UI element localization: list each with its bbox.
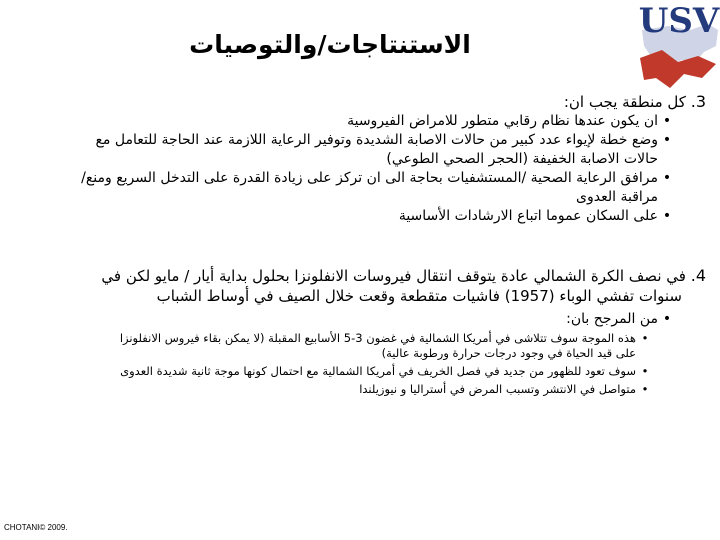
section-3-heading: كل منطقة يجب ان: bbox=[563, 93, 686, 111]
section-3-bullet: •مرافق الرعاية الصحية /المستشفيات بحاجة الى ان تركز على زيادة القدرة على التدخل السريع ومنع/ bbox=[6, 169, 676, 188]
footer-copyright: CHOTANI© 2009. bbox=[4, 523, 68, 532]
section-4-sub-bullet: •سوف تعود للظهور من جديد في فصل الخريف في أمريكا الشمالية مع احتمال كونها موجة ثانية شديدة العدوى bbox=[6, 364, 654, 379]
section-4-sub-bullet: •متواصل في الانتشر وتسبب المرض في أستراليا و نيوزيلندا bbox=[6, 382, 654, 397]
university-logo bbox=[638, 0, 720, 100]
section-3-number: 3. bbox=[690, 92, 706, 111]
section-3 bbox=[6, 92, 706, 226]
section-3-bullets bbox=[6, 112, 706, 226]
section-3-bullet-continuation: مراقبة العدوى bbox=[576, 189, 658, 205]
slide-title: الاستنتاجات/والتوصيات bbox=[189, 30, 471, 59]
section-3-heading-line bbox=[6, 92, 706, 112]
bullet-dot-icon: • bbox=[641, 331, 649, 345]
section-3-bullet-continuation: حالات الاصابة الخفيفة (الحجر الصحي الطوعي) bbox=[386, 151, 658, 167]
bullet-dot-icon: • bbox=[662, 208, 672, 224]
section-4 bbox=[6, 266, 706, 397]
bullet-dot-icon: • bbox=[662, 170, 672, 186]
section-4-sub-bullets bbox=[6, 331, 676, 397]
bullet-dot-icon: • bbox=[662, 132, 672, 148]
section-3-bullet: •ان يكون عندها نظام رقابي متطور للامراض الفيروسية bbox=[6, 112, 676, 131]
bullet-dot-icon: • bbox=[641, 382, 649, 396]
bullet-dot-icon: • bbox=[662, 113, 672, 129]
bullet-dot-icon: • bbox=[641, 364, 649, 378]
section-4-list bbox=[6, 310, 706, 397]
section-4-number: 4. bbox=[690, 266, 706, 285]
logo-text: USV bbox=[638, 1, 720, 41]
section-3-bullet: •على السكان عموما اتباع الارشادات الأساسية bbox=[6, 207, 676, 226]
section-4-sub-bullet-continuation: على قيد الحياة في وجود درجات حرارة ورطوبة عالية) bbox=[381, 346, 636, 360]
section-4-line: 4. في نصف الكرة الشمالي عادة يتوقف انتقال فيروسات الانفلونزا بحلول بداية أيار / مايو لكن في bbox=[101, 266, 706, 285]
section-4-line: سنوات تفشي الوباء (1957) فاشيات متقطعة وقعت خلال الصيف في أوساط الشباب bbox=[156, 287, 682, 305]
section-4-sub-bullet: •هذه الموجة سوف تتلاشى في أمريكا الشمالية في غضون 3-5 الأسابيع المقبلة (لا يمكن بقاء فيروس الانفلونزا bbox=[6, 331, 654, 346]
section-3-bullet: •وضع خطة لإيواء عدد كبير من حالات الاصابة الشديدة وتوفير الرعاية اللازمة عند الحاجة للتعامل مع bbox=[6, 131, 676, 150]
section-4-sub-heading: •من المرجح بان: bbox=[6, 310, 676, 329]
bullet-dot-icon: • bbox=[662, 311, 672, 327]
